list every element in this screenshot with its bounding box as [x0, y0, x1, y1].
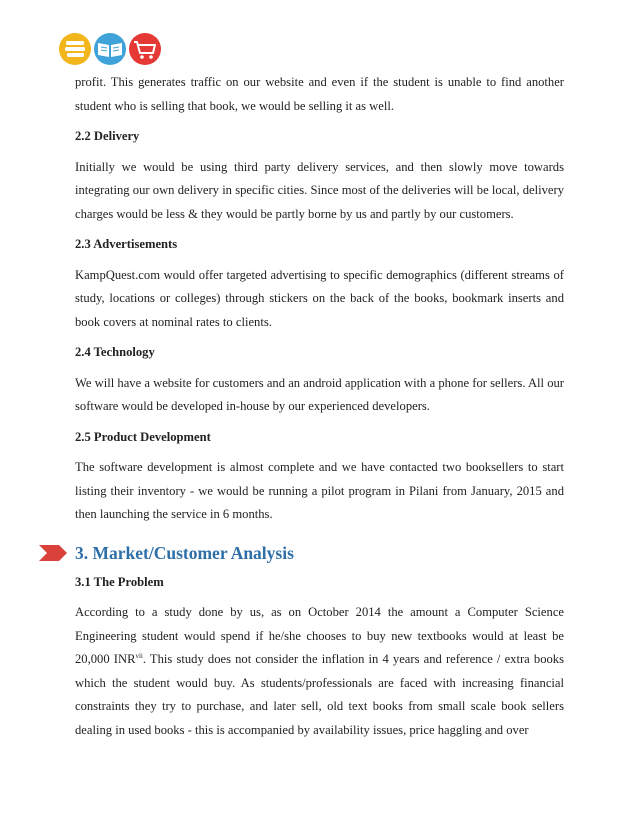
technology-heading: 2.4 Technology [75, 345, 155, 359]
problem-heading: 3.1 The Problem [75, 574, 164, 589]
document-body [75, 71, 564, 742]
problem-text-part-2: . This study does not consider the inflation in 4 years and reference / extra books which the student would buy. As students/professionals are faced with increasing financial constraints they try to purchase, and later sell, old text books from small scale book sellers dealing in used books - this is accompanied by availability issues, price haggling and over [75, 652, 564, 737]
shopping-cart-icon [129, 33, 161, 65]
product-development-paragraph: The software development is almost complete and we have contacted two booksellers to start listing their inventory - we would be running a pilot program in Pilani from January, 2015 and then launching the service in 6 months. [75, 460, 564, 521]
delivery-heading: 2.2 Delivery [75, 129, 140, 143]
intro-paragraph: profit. This generates traffic on our website and even if the student is unable to find another student who is selling that book, we would be selling it as well. [75, 75, 564, 113]
problem-paragraph [75, 601, 564, 742]
market-analysis-section-header [75, 539, 564, 567]
footnote-marker: vii [135, 651, 143, 660]
advertisements-paragraph: KampQuest.com would offer targeted advertising to specific demographics (different streams of study, locations or colleges) through stickers on the back of the books, bookmark inserts and book covers at nominal rates to clients. [75, 267, 564, 329]
section-title: 3. Market/Customer Analysis [75, 542, 294, 563]
delivery-paragraph: Initially we would be using third party delivery services, and then slowly move towards integrating our own delivery in specific cities. Since most of the deliveries will be local, delivery charges would be less & they would be partly borne by us and partly by our customers. [75, 159, 564, 221]
technology-paragraph: We will have a website for customers and an android application with a phone for sellers. All our software would be developed in-house by our experienced developers. [75, 375, 564, 413]
problem-text-part-1: According to a study done by us, as on October 2014 the amount a Computer Science Engineering student would spend if he/she chooses to buy new textbooks would at least be 20,000 INR [75, 605, 564, 666]
chevron-arrow-icon [39, 543, 69, 568]
advertisements-heading: 2.3 Advertisements [75, 237, 178, 251]
product-development-heading: 2.5 Product Development [75, 429, 211, 444]
company-logo [58, 32, 164, 66]
